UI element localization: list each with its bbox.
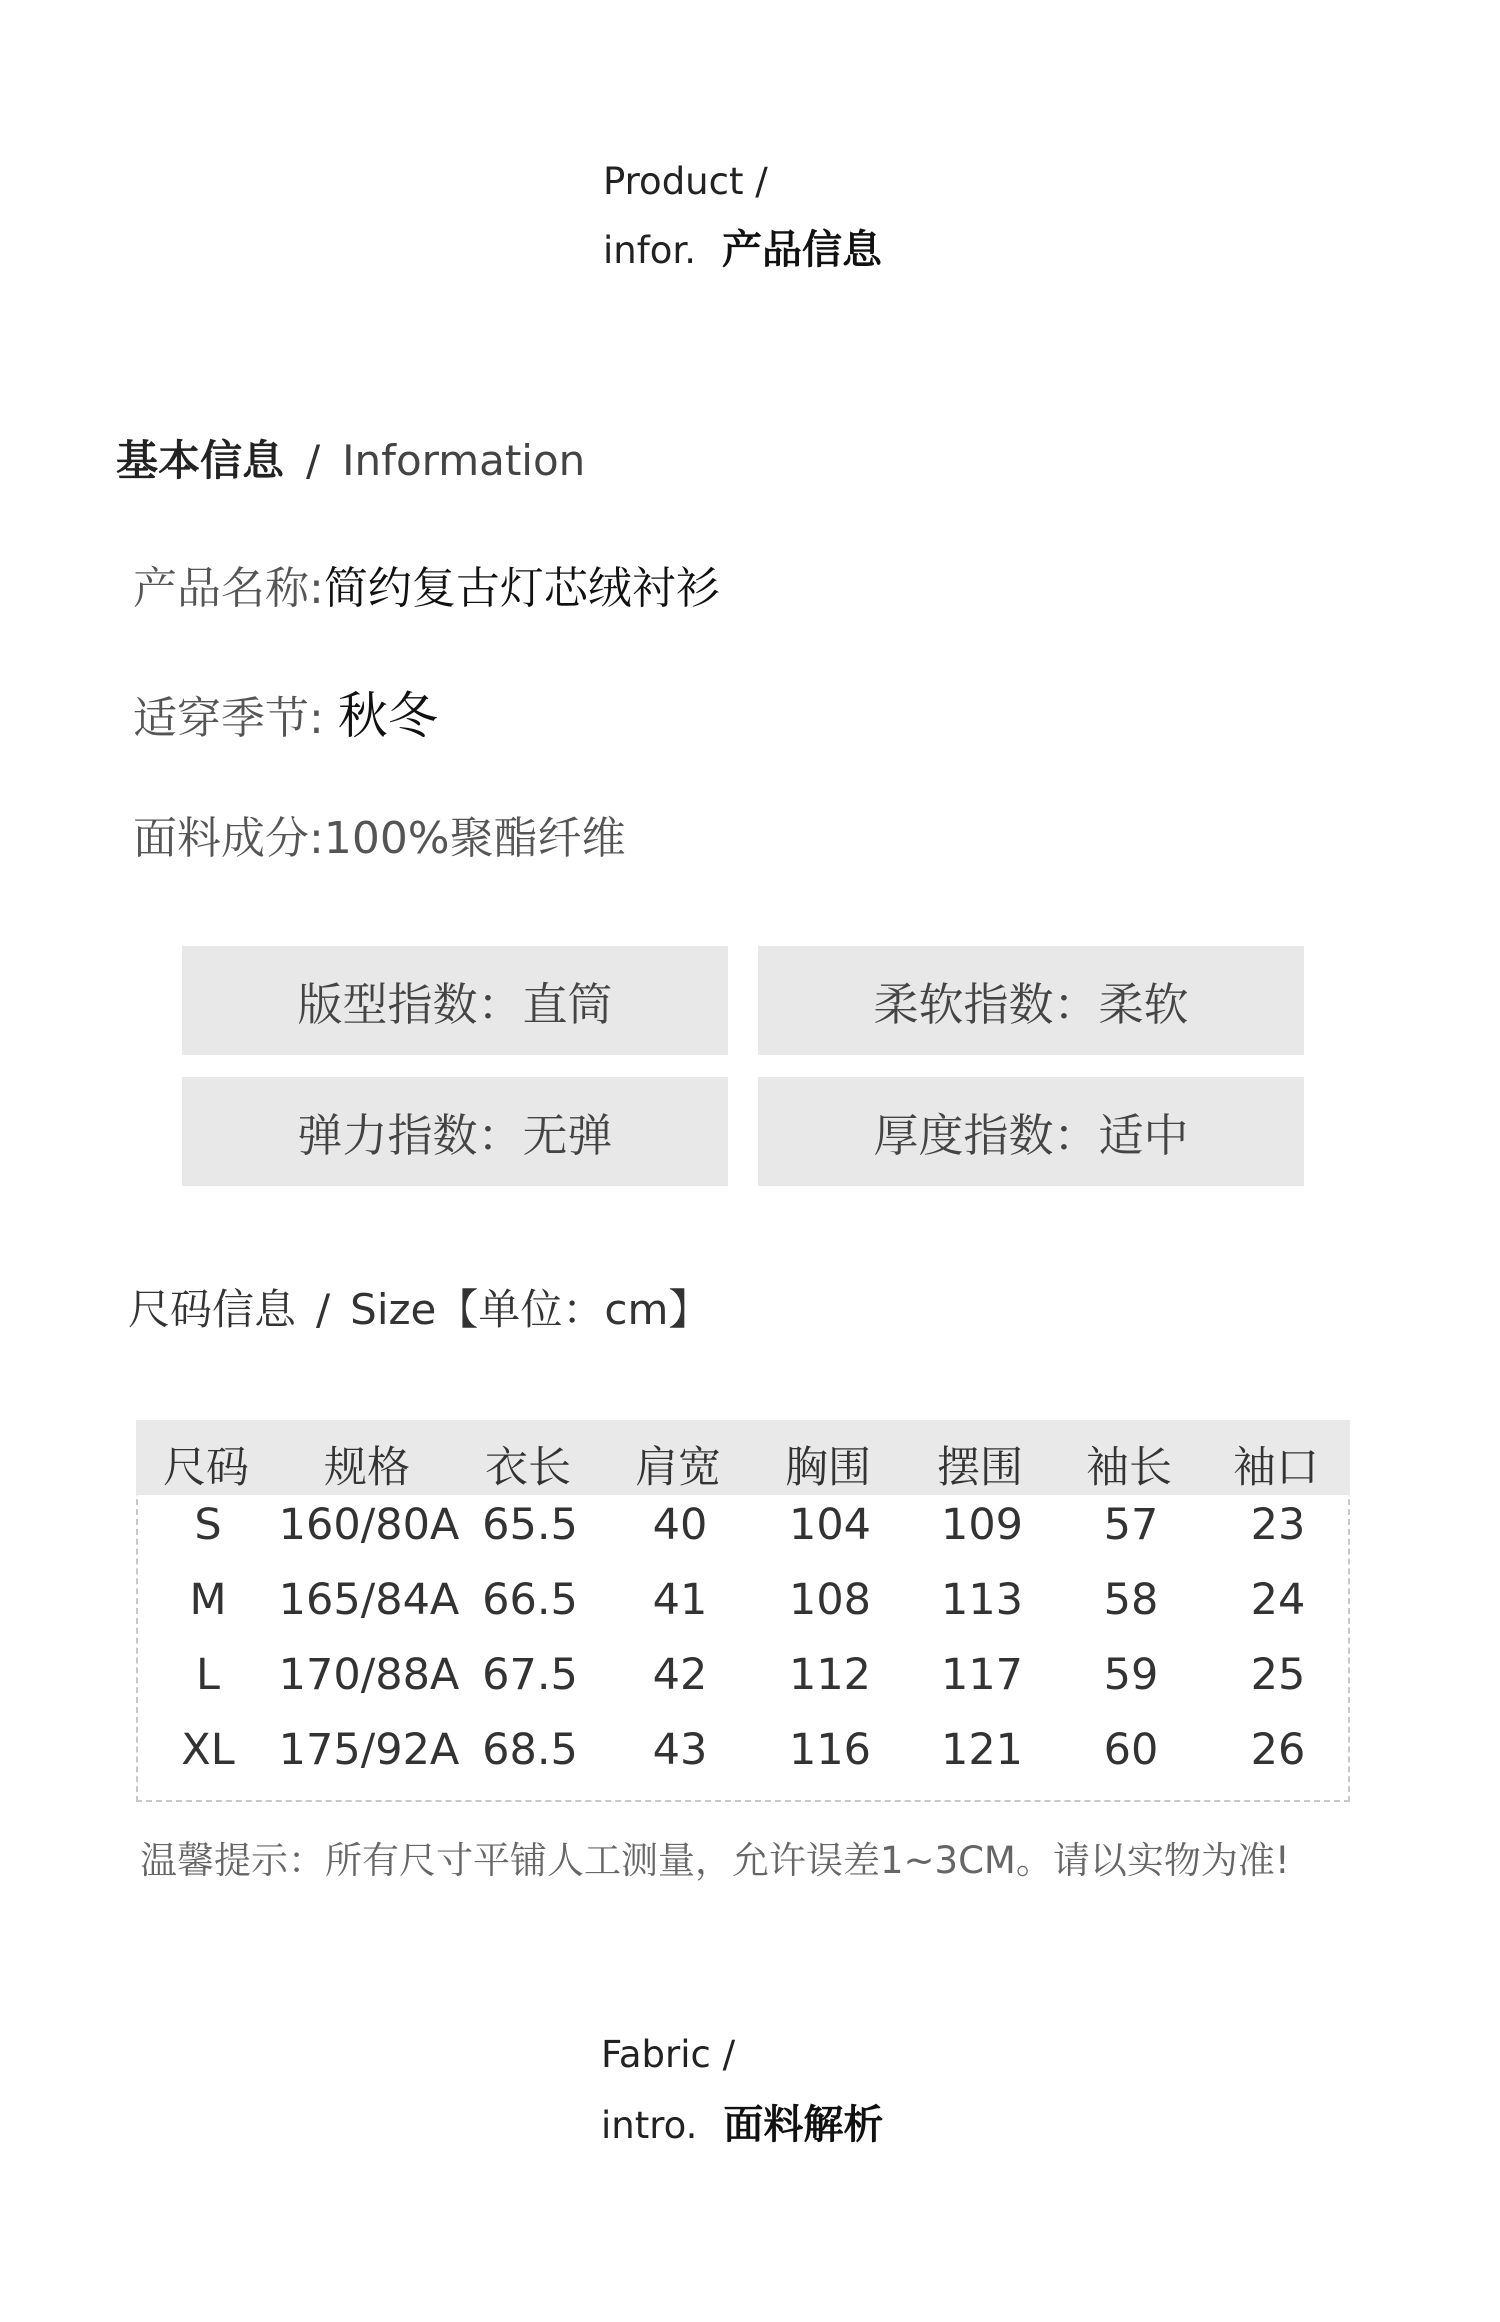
size-table-cell: 60	[1103, 1725, 1159, 1775]
heading-separator: /	[306, 436, 321, 485]
fabric-intro-title	[601, 2093, 883, 2150]
fit-index-box: 版型指数：直筒	[182, 946, 728, 1055]
size-table-cell: 112	[788, 1650, 872, 1700]
size-table-cell: 175/92A	[278, 1725, 460, 1775]
size-table-cell: 67.5	[482, 1650, 578, 1700]
softness-index-box: 柔软指数：柔软	[758, 946, 1304, 1055]
size-table-cell: 59	[1103, 1650, 1159, 1700]
fabric-intro-title-en: Fabric /	[601, 2033, 736, 2076]
size-table-cell: 65.5	[482, 1500, 578, 1550]
size-table-header	[136, 1420, 1350, 1495]
size-table-cell: S	[194, 1500, 222, 1550]
fabric-intro-title-cn: 面料解析	[723, 2102, 884, 2148]
measurement-note: 温馨提示：所有尺寸平铺人工测量，允许误差1~3CM。请以实物为准!	[140, 1839, 1290, 1882]
size-table-cell: 41	[652, 1575, 708, 1625]
size-table-cell: 40	[652, 1500, 708, 1550]
size-table-cell: 24	[1250, 1575, 1306, 1625]
size-table-cell: 58	[1103, 1575, 1159, 1625]
fabric-value: 100%聚酯纤维	[323, 813, 626, 864]
size-table-cell: 23	[1250, 1500, 1306, 1550]
size-table-cell: 165/84A	[278, 1575, 460, 1625]
size-table-cell: L	[196, 1650, 220, 1700]
size-heading-unit: Size【单位：cm】	[350, 1285, 711, 1334]
size-table-header-cell: 规格	[324, 1443, 410, 1493]
basic-info-heading-en: Information	[342, 436, 586, 485]
season-label: 适穿季节:	[133, 693, 324, 744]
size-table-cell: 116	[788, 1725, 872, 1775]
size-table-cell: 57	[1103, 1500, 1159, 1550]
size-table-header-cell: 衣长	[485, 1443, 571, 1493]
season-value: 秋冬	[337, 687, 438, 745]
size-table-header-cell: 摆围	[937, 1443, 1023, 1493]
size-table-header-cell: 胸围	[785, 1443, 871, 1493]
heading-separator: /	[316, 1285, 331, 1334]
size-table-cell: M	[189, 1575, 227, 1625]
product-info-subtitle-en: infor.	[603, 229, 696, 272]
product-info-title	[603, 218, 882, 275]
size-table	[136, 1420, 1350, 1802]
size-table-cell: 121	[940, 1725, 1024, 1775]
basic-info-heading	[116, 428, 585, 488]
size-table-cell: 109	[940, 1500, 1024, 1550]
product-info-title-cn: 产品信息	[721, 227, 882, 273]
size-table-cell: 170/88A	[278, 1650, 460, 1700]
size-table-cell: 42	[652, 1650, 708, 1700]
size-table-cell: 66.5	[482, 1575, 578, 1625]
product-name-row	[133, 552, 720, 616]
size-info-heading	[128, 1277, 710, 1337]
size-table-cell: 160/80A	[278, 1500, 460, 1550]
fabric-label: 面料成分:	[133, 813, 324, 864]
size-table-cell: 25	[1250, 1650, 1306, 1700]
size-table-cell: 108	[788, 1575, 872, 1625]
product-name-value: 简约复古灯芯绒衬衫	[323, 563, 720, 614]
size-table-cell: 43	[652, 1725, 708, 1775]
size-table-cell: 68.5	[482, 1725, 578, 1775]
product-name-label: 产品名称:	[133, 563, 324, 614]
size-table-cell: 117	[940, 1650, 1024, 1700]
size-heading-cn: 尺码信息	[128, 1285, 297, 1334]
fabric-intro-subtitle-en: intro.	[601, 2104, 698, 2147]
size-table-cell: XL	[181, 1725, 235, 1775]
size-table-header-cell: 肩宽	[635, 1443, 721, 1493]
thickness-index-box: 厚度指数：适中	[758, 1077, 1304, 1186]
elasticity-index-box: 弹力指数：无弹	[182, 1077, 728, 1186]
size-table-header-cell: 袖长	[1086, 1443, 1172, 1493]
fabric-row	[133, 802, 626, 866]
size-table-cell: 104	[788, 1500, 872, 1550]
season-row	[133, 676, 438, 748]
product-info-title-en: Product /	[603, 160, 768, 203]
size-table-header-cell: 袖口	[1233, 1443, 1319, 1493]
size-table-cell: 26	[1250, 1725, 1306, 1775]
size-table-cell: 113	[940, 1575, 1024, 1625]
size-table-header-cell: 尺码	[163, 1443, 249, 1493]
basic-info-heading-cn: 基本信息	[116, 436, 285, 485]
